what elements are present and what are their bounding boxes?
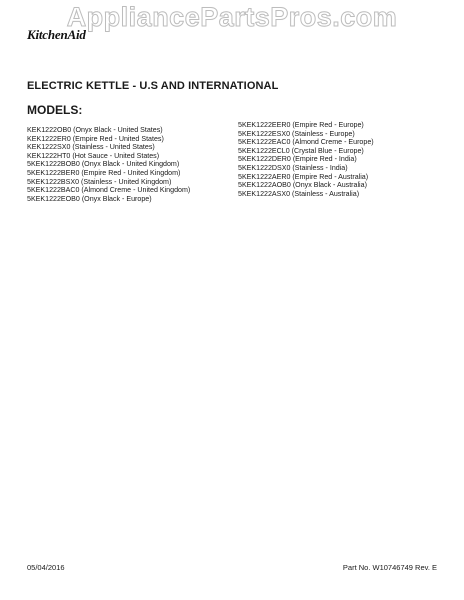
model-item: 5KEK1222ASX0 (Stainless - Australia) [238, 189, 360, 198]
footer-part-number: Part No. W10746749 Rev. E [342, 563, 437, 572]
footer-date: 05/04/2016 [27, 563, 65, 572]
model-item: 5KEK1222EOB0 (Onyx Black - Europe) [27, 194, 152, 203]
model-item: 5KEK1222DER0 (Empire Red - India) [238, 155, 357, 164]
model-item: 5KEK1222EAC0 (Almond Creme - Europe) [238, 138, 374, 147]
document-title: ELECTRIC KETTLE - U.S AND INTERNATIONAL [27, 80, 279, 92]
model-item: 5KEK1222BAC0 (Almond Creme - United Kingdom) [27, 186, 191, 195]
models-list-right [238, 121, 374, 198]
brand-logo: KitchenAid [27, 27, 86, 42]
model-item: KEK1222HT0 (Hot Sauce - United States) [27, 151, 160, 160]
model-item: 5KEK1222ESX0 (Stainless - Europe) [238, 129, 355, 138]
model-item: KEK1222OB0 (Onyx Black - United States) [27, 126, 163, 134]
model-item: 5KEK1222EER0 (Empire Red - Europe) [238, 121, 364, 129]
model-item: KEK1222SX0 (Stainless - United States) [27, 143, 155, 152]
model-item: 5KEK1222BER0 (Empire Red - United Kingdom) [27, 168, 181, 177]
model-item: 5KEK1222ECL0 (Crystal Blue - Europe) [238, 146, 364, 155]
model-item: 5KEK1222BSX0 (Stainless - United Kingdom) [27, 177, 172, 186]
model-item: 5KEK1222AER0 (Empire Red - Australia) [238, 172, 369, 181]
model-item: 5KEK1222BOB0 (Onyx Black - United Kingdom) [27, 160, 180, 169]
model-item: 5KEK1222AOB0 (Onyx Black - Australia) [238, 181, 367, 190]
watermark: AppliancePartsPros.com [66, 2, 398, 32]
model-item: 5KEK1222DSX0 (Stainless - India) [238, 163, 348, 172]
model-item: KEK1222ER0 (Empire Red - United States) [27, 134, 164, 143]
models-heading: MODELS: [27, 103, 83, 117]
models-list-left [27, 126, 190, 203]
